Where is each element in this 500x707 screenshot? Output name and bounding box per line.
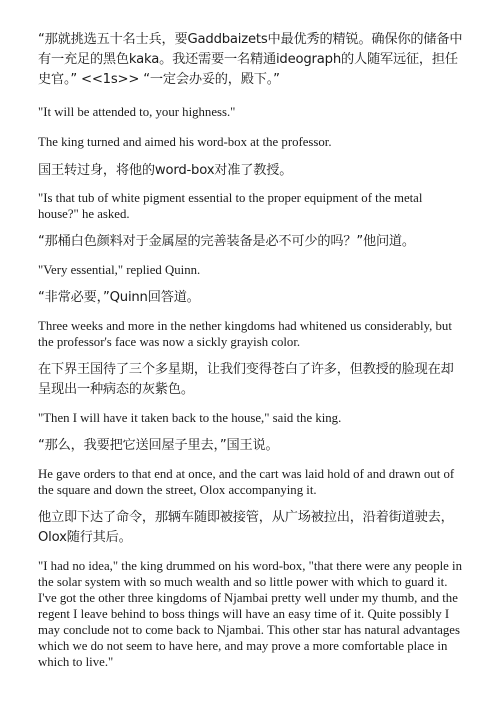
paragraph-cn-1: “那就挑选五十名士兵，要Gaddbaizets中最优秀的精锐。确保你的储备中有一充足的黑色kaka。我还需要一名精通ideograph的人随军远征，担任史官。” <<1s>> “一定会办妥的，殿下。” xyxy=(38,32,463,87)
paragraph-en-3: "Is that tub of white pigment essential to the proper equipment of the metal house?" he asked. xyxy=(38,191,423,221)
paragraph-cn-3: “那桶白色颜料对于金属屋的完善装备是必不可少的吗？”他问道。 xyxy=(38,234,415,249)
paragraph-cn-6: “那么，我要把它送回屋子里去，”国王说。 xyxy=(38,438,279,453)
paragraph-en-6: "Then I will have it taken back to the house," said the king. xyxy=(38,411,342,425)
paragraph-en-5: Three weeks and more in the nether kingdoms had whitened us considerably, but the professor's face was now a sickly grayish color. xyxy=(38,319,452,349)
paragraph-cn-5: 在下界王国待了三个多星期，让我们变得苍白了许多，但教授的脸现在却呈现出一种病态的灰紫色。 xyxy=(38,362,454,397)
paragraph-cn-4: “非常必要，”Quinn回答道。 xyxy=(38,290,200,305)
paragraph-en-1: "It will be attended to, your highness." xyxy=(38,105,236,119)
paragraph-cn-2: 国王转过身，将他的word-box对准了教授。 xyxy=(38,163,293,178)
paragraph-en-8: "I had no idea," the king drummed on his word-box, "that there were any people in the solar system with so much wealth and so little power with which to guard it. I've got the other three kingdoms of Njambai pretty well under my thumb, and the regent I leave behind to boss things will have an easy time of it. Quite possibly I may conclude not to come back to Njambai. This other star has natural advantages which we do not seem to have here, and may prove a more comfortable place in which to live." xyxy=(38,559,462,669)
paragraph-en-4: "Very essential," replied Quinn. xyxy=(38,263,201,277)
paragraph-cn-7: 他立即下达了命令，那辆车随即被接管，从广场被拉出，沿着街道驶去，Olox随行其后。 xyxy=(38,510,454,545)
paragraph-en-2: The king turned and aimed his word-box at the professor. xyxy=(38,135,332,149)
document-page xyxy=(38,30,464,670)
paragraph-en-7: He gave orders to that end at once, and the cart was laid hold of and drawn out of the square and down the street, Olox accompanying it. xyxy=(38,467,455,497)
